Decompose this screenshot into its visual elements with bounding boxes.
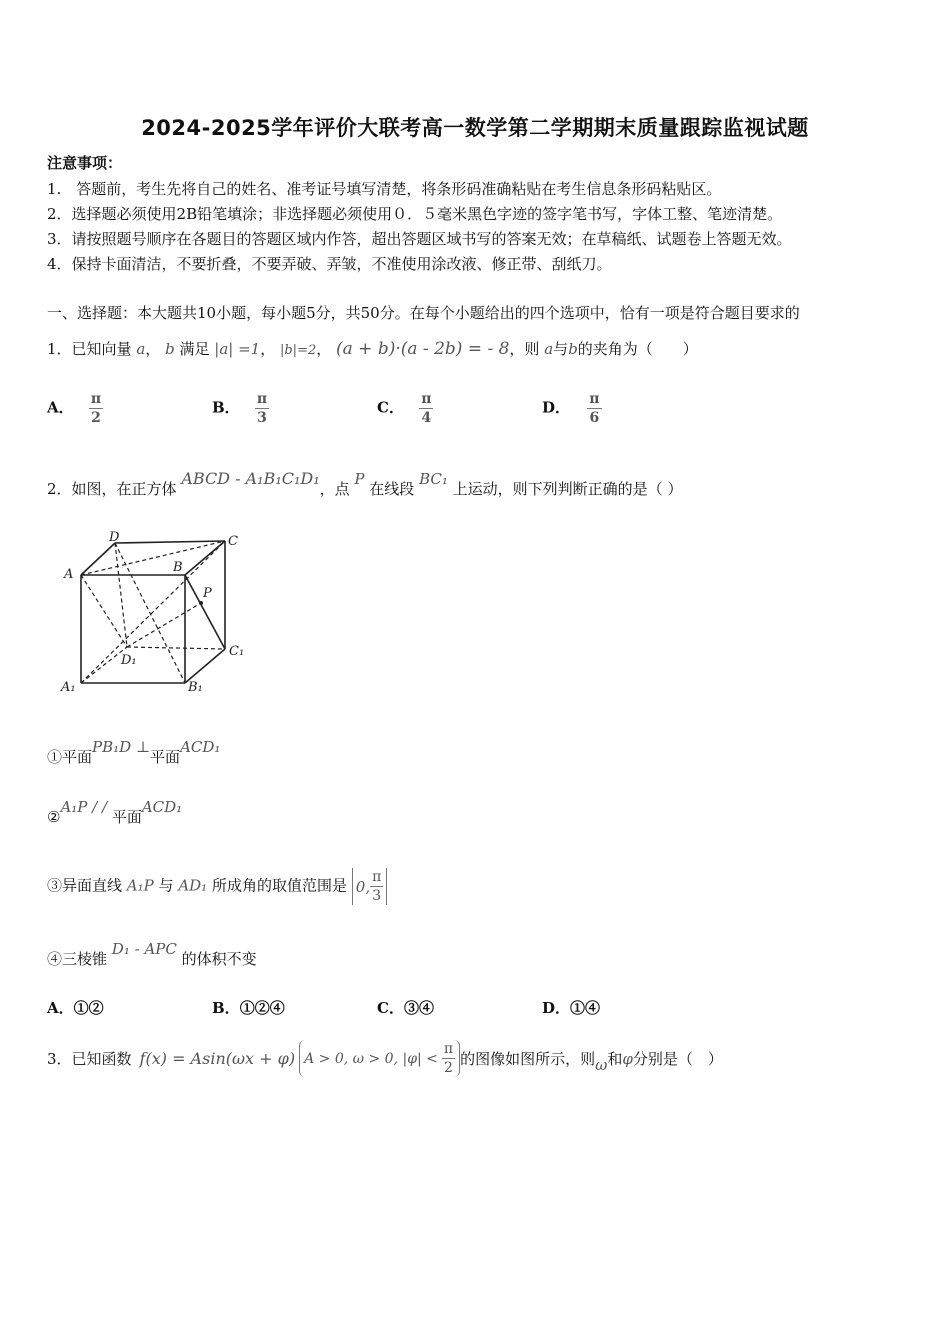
notice-item: 4．保持卡面清洁，不要折叠，不要弄破、弄皱，不准使用涂改液、修正带、刮纸刀。	[47, 255, 612, 273]
q3-prefix: 3．已知函数	[47, 1050, 132, 1068]
q1-prefix: 1．已知向量	[47, 340, 132, 358]
page-title: 2024-2025学年评价大联考高一数学第二学期期末质量跟踪监视试题	[141, 116, 809, 140]
q1-option-d[interactable]	[542, 390, 602, 427]
q2-option-b[interactable]: B．①②④	[212, 999, 285, 1017]
q1-vec-a: a	[136, 340, 146, 358]
q1-option-a[interactable]	[47, 390, 103, 427]
q2-seg: BC₁	[419, 470, 448, 488]
label-B1: B₁	[188, 680, 203, 695]
cube-figure	[45, 525, 255, 695]
q2-seg-text: 在线段	[369, 480, 415, 498]
notice-item: 1. 答题前，考生先将自己的姓名、准考证号填写清楚，将条形码准确粘贴在考生信息条形码粘贴区。	[47, 180, 722, 198]
q2-suffix: 上运动，则下列判断正确的是（ ）	[452, 480, 683, 498]
statement-2: ②A₁P / / 平面ACD₁	[47, 798, 183, 826]
option-label: D．	[542, 398, 571, 417]
q2-option-c[interactable]: C．③④	[377, 999, 434, 1017]
q1-with: 与	[553, 340, 569, 358]
q1-cond3: (a + b)·(a - 2b) = - 8	[336, 339, 510, 359]
q3-suffix: 分别是（ ）	[632, 1050, 723, 1068]
q1-vec-b: b	[165, 340, 175, 358]
notice-item: 3．请按照题号顺序在各题目的答题区域内作答，超出答题区域书写的答案无效；在草稿纸、试题卷上答题无效。	[47, 230, 792, 248]
q1-a: a	[544, 340, 554, 358]
label-C1: C₁	[229, 644, 245, 659]
q1-cond1: |a| =1	[214, 340, 261, 358]
label-P: P	[203, 586, 212, 601]
q3-phi: φ	[622, 1049, 633, 1068]
q1-cond2: |b|=2	[279, 343, 317, 358]
label-A1: A₁	[61, 680, 76, 695]
range-interval: 0, $\frac{\pi}{3}$	[352, 868, 388, 905]
q2-option-a[interactable]: A．①②	[47, 999, 104, 1017]
option-label: B．	[212, 398, 240, 417]
statement-3: ③异面直线 A₁P 与 AD₁ 所成角的取值范围是 0, $\frac{\pi}{3}$	[47, 868, 387, 905]
q1-then: ，则	[509, 340, 540, 358]
q2-mid: ，点	[319, 480, 350, 498]
section-heading: 一、选择题：本大题共10小题，每小题5分，共50分。在每个小题给出的四个选项中，恰有一项是符合题目要求的	[47, 304, 800, 322]
option-label: A．	[47, 398, 74, 417]
option-fraction: $\frac{\pi}{2}$	[90, 391, 102, 426]
option-fraction: $\frac{\pi}{6}$	[589, 391, 600, 426]
option-fraction: $\frac{\pi}{3}$	[256, 391, 268, 426]
label-C: C	[228, 534, 238, 549]
question-2	[47, 469, 683, 499]
option-label: C．	[377, 398, 404, 417]
notice-item: 2．选择题必须使用2B铅笔填涂；非选择题必须使用０．５毫米黑色字迹的签字笔书写，字体工整、笔迹清楚。	[47, 205, 783, 223]
point-p-marker	[199, 601, 203, 605]
q2-point: P	[354, 470, 365, 488]
q1-suffix: 的夹角为（ ）	[577, 340, 698, 358]
q1-option-c[interactable]	[377, 390, 433, 427]
q3-function: f(x) = Asin(ωx + φ)	[139, 1049, 296, 1068]
q1-b: b	[568, 340, 578, 358]
notice-heading: 注意事项：	[47, 154, 123, 172]
option-fraction: $\frac{\pi}{4}$	[421, 391, 432, 426]
label-A: A	[64, 567, 74, 582]
q2-prefix: 2．如图，在正方体	[47, 480, 177, 498]
q2-option-d[interactable]: D．①④	[542, 999, 601, 1017]
label-D: D	[109, 530, 120, 545]
q3-omega: ω	[595, 1055, 608, 1074]
q1-mid: 满足	[179, 340, 210, 358]
label-B: B	[173, 560, 183, 575]
q2-cube: ABCD - A₁B₁C₁D₁	[181, 469, 320, 488]
label-D1: D₁	[121, 653, 137, 668]
q1-option-b[interactable]	[212, 390, 269, 427]
q3-and: 和	[607, 1050, 623, 1068]
q1-sep: ，	[145, 340, 161, 358]
statement-1: ①平面PB₁D ⊥平面ACD₁	[47, 738, 221, 766]
question-1: 1．已知向量 a， b 满足 |a| =1， |b|=2， (a + b)·(a - 2b) = - 8，则 a与b的夹角为（ ）	[47, 339, 698, 359]
q3-condition: A > 0, ω > 0, |φ| < $\frac{\pi}{2}$	[299, 1040, 460, 1077]
question-3	[47, 1040, 723, 1077]
q3-mid: 的图像如图所示，则	[460, 1050, 596, 1068]
statement-4: ④三棱锥 D₁ - APC 的体积不变	[47, 940, 257, 968]
